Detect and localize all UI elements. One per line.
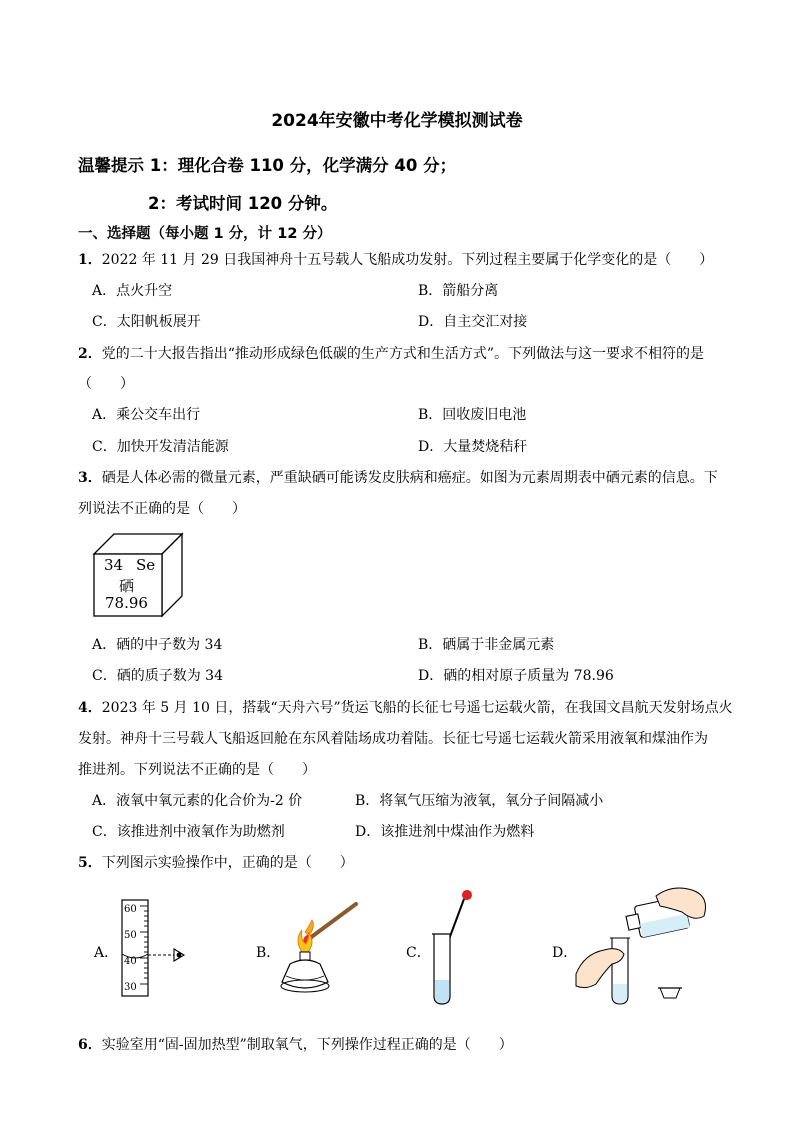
- q4-option-a: A．液氧中氧元素的化合价为-2 价: [92, 793, 303, 809]
- q1-option-c: C．太阳帆板展开: [92, 314, 201, 330]
- question-1: [78, 249, 713, 269]
- question-number: 2．: [78, 346, 102, 362]
- q5-label-b: B．: [256, 945, 281, 961]
- q1-option-b: B．箭船分离: [418, 283, 499, 299]
- question-number: 4．: [78, 700, 102, 716]
- q3-option-d: D．硒的相对原子质量为 78.96: [418, 668, 614, 684]
- element-symbol: Se: [136, 556, 156, 574]
- question-text: 硒是人体必需的微量元素，严重缺硒可能诱发皮肤病和癌症。如图为元素周期表中硒元素的信息。下: [101, 470, 718, 486]
- q4-option-c: C．该推进剂中液氧作为助燃剂: [92, 824, 285, 840]
- question-number: 3．: [78, 470, 102, 486]
- question-6: [78, 1034, 513, 1054]
- q3-option-c: C．硒的质子数为 34: [92, 668, 223, 684]
- cylinder-tick-60: 60: [124, 904, 137, 915]
- element-name: 硒: [119, 577, 135, 595]
- tip-line-2: 2：考试时间 120 分钟。: [148, 194, 338, 213]
- tip-line-1: 温馨提示 1：理化合卷 110 分，化学满分 40 分；: [78, 156, 457, 175]
- question-5: [78, 852, 354, 872]
- q4-option-b: B．将氧气压缩为液氧，氧分子间隔减小: [355, 793, 604, 809]
- q2-option-c: C．加快开发清洁能源: [92, 439, 229, 455]
- pouring-liquid-figure: [574, 882, 724, 1010]
- dropper-test-tube-figure: [424, 888, 474, 1006]
- question-text: 2022 年 11 月 29 日我国神舟十五号载人飞船成功发射。下列过程主要属于化学变化的是（ ）: [101, 252, 714, 268]
- question-text: 2023 年 5 月 10 日，搭载“天舟六号”货运飞船的长征七号遥七运载火箭，在我国文昌航天发射场点火: [101, 700, 733, 716]
- q2-option-b: B．回收废旧电池: [418, 407, 527, 423]
- page-title: 2024年安徽中考化学模拟测试卷: [271, 111, 523, 131]
- q1-option-d: D．自主交汇对接: [418, 314, 528, 330]
- question-number: 6．: [78, 1037, 102, 1053]
- question-text: 党的二十大报告指出“推动形成绿色低碳的生产方式和生活方式”。下列做法与这一要求不相符的是: [101, 346, 705, 362]
- q5-label-d: D．: [552, 945, 578, 961]
- cylinder-tick-50: 50: [124, 930, 137, 941]
- alcohol-lamp-figure: [272, 898, 364, 1002]
- selenium-element-card: [92, 532, 184, 618]
- question-4: [78, 697, 733, 717]
- question-number: 5．: [78, 855, 102, 871]
- atomic-number: 34: [104, 556, 124, 574]
- question-3-line-2: 列说法不正确的是（ ）: [78, 501, 246, 517]
- question-4-line-3: 推进剂。下列说法不正确的是（ ）: [78, 762, 316, 778]
- q2-option-d: D．大量焚烧秸秆: [418, 439, 528, 455]
- q5-label-a: A．: [94, 945, 119, 961]
- question-2: [78, 343, 704, 363]
- question-number: 1．: [78, 252, 102, 268]
- cylinder-tick-30: 30: [124, 982, 137, 993]
- section-heading: 一、选择题（每小题 1 分，计 12 分）: [78, 226, 332, 242]
- q5-label-c: C．: [406, 945, 431, 961]
- question-3: [78, 467, 718, 487]
- q1-option-a: A．点火升空: [92, 283, 173, 299]
- question-text: 下列图示实验操作中，正确的是（ ）: [101, 855, 354, 871]
- question-2-line-2: （ ）: [78, 376, 134, 392]
- q3-option-a: A．硒的中子数为 34: [92, 637, 223, 653]
- q2-option-a: A．乘公交车出行: [92, 407, 201, 423]
- atomic-mass: 78.96: [105, 594, 148, 612]
- question-text: 实验室用“固-固加热型”制取氧气，下列操作过程正确的是（ ）: [101, 1037, 513, 1053]
- question-4-line-2: 发射。神舟十三号载人飞船返回舱在东风着陆场成功着陆。长征七号遥七运载火箭采用液氧和煤油作为: [78, 731, 708, 747]
- q3-option-b: B．硒属于非金属元素: [418, 637, 555, 653]
- cylinder-tick-40: 40: [124, 956, 137, 967]
- q4-option-d: D．该推进剂中煤油作为燃料: [355, 824, 535, 840]
